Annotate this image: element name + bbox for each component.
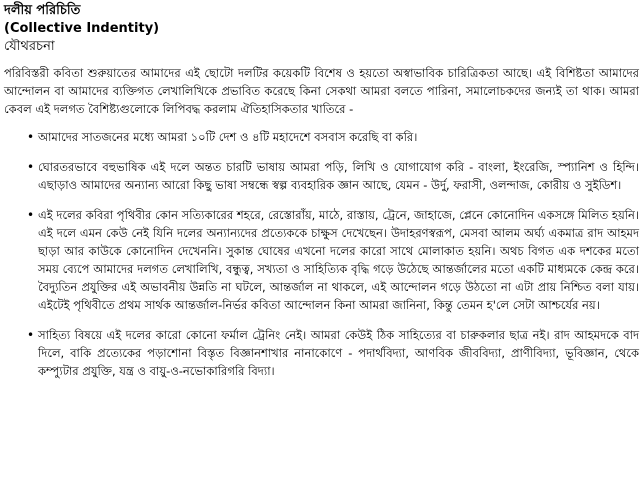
byline: যৌথরচনা <box>4 39 55 54</box>
bullet-icon: • <box>27 160 35 174</box>
bullet-list <box>4 128 639 380</box>
page-subtitle: (Collective Indentity) <box>4 21 160 36</box>
list-item-text: ঘোরতরভাবে বহুভাষিক এই দলে অন্তত চারটি ভাষায় আমরা পড়ি, লিখি ও যোগাযোগ করি - বাংলা, ইংরেজি, স্প্যানিশ ও হিন্দি। এছাড়াও আমাদের অন্যান্য আরো কিছু ভাষা সম্বন্ধে স্বল্প ব্যবহারিক জ্ঞান আছে, যেমন - উর্দু, ফরাসী, ওলন্দাজ, কোরীয় ও সুইডিশ। <box>38 160 639 192</box>
intro-paragraph: পরিবিস্তরী কবিতা শুরুয়াতের আমাদের এই ছোটো দলটির কয়েকটি বিশেষ ও হয়তো অস্বাভাবিক চারিত্রিকতা আছে। এই বিশিষ্টতা আমাদের আন্দোলন বা আমাদের ব্যক্তিগত লেখালিখিকে প্রভাবিত করেছে কিনা সেকথা আমরা বলতে পারিনা, সমালোচকদের জন্যই তা থাক। আমরা কেবল এই দলগত বৈশিষ্ট্যগুলোকে লিপিবদ্ধ করলাম ঐতিহাসিকতার খাতিরে - <box>4 66 639 116</box>
list-item-text: আমাদের সাতজনের মধ্যে আমরা ১০টি দেশ ও ৪টি মহাদেশে বসবাস করেছি বা করি। <box>38 130 418 144</box>
bullet-icon: • <box>27 130 35 144</box>
list-item-text: সাহিত্য বিষয়ে এই দলের কারো কোনো ফর্মাল ট্রেনিং নেই। আমরা কেউই ঠিক সাহিত্যের বা চারুকলার ছাত্র নই। রাদ আহমদকে বাদ দিলে, বাকি প্রত্যেকের পড়াশোনা বিস্তৃত বিজ্ঞানশাখার নানাকোণে - পদার্থবিদ্যা, আণবিক জীববিদ্যা, প্রাণীবিদ্যা, ভূবিজ্ঞান, থেকে কম্প্যুটার প্রযুক্তি, যন্ত্র ও বায়ু-ও-নভোকারিগরি বিদ্যা। <box>38 328 639 378</box>
bullet-icon: • <box>27 328 35 342</box>
list-item <box>4 128 639 146</box>
list-item <box>4 206 639 314</box>
page-title: দলীয় পরিচিতি <box>4 3 81 18</box>
list-item <box>4 158 639 194</box>
list-item <box>4 326 639 380</box>
bullet-icon: • <box>27 208 35 222</box>
list-item-text: এই দলের কবিরা পৃথিবীর কোন সত্যিকারের শহরে, রেস্তোরাঁয়, মাঠে, রাস্তায়, ট্রেনে, জাহাজে, প্লেনে কোনোদিন একসঙ্গে মিলিত হয়নি। এই দলে এমন কেউ নেই যিনি দলের অন্যান্যদের প্রত্যেককে চাক্ষুস দেখেছেন। উদাহরণস্বরূপ, মেসবা আলম অর্ঘ্য একমাত্র রাদ আহমদ ছাড়া আর কাউকে কোনোদিন দেখেননি। সুকান্ত ঘোষের এখনো দলের কারো সাথে মোলাকাত হয়নি। অথচ বিগত এক দশকের মতো সময় ব্যেপে আমাদের দলগত লেখালিখি, বন্ধুত্ব, সখ্যতা ও সাহিত্যিক বৃদ্ধি গড়ে উঠেছে আন্তর্জালের মতো একটি মাধ্যমকে কেন্দ্র করে। বৈদ্যুতিন প্রযুক্তির এই অভাবনীয় উন্নতি না ঘটলে, আন্তর্জাল না থাকলে, এই আন্দোলন গড়ে উঠতো না এটা প্রায় নিশ্চিত বলা যায়। এইটেই পৃথিবীতে প্রথম সার্থক আন্তর্জাল-নির্ভর কবিতা আন্দোলন কিনা আমরা জানিনা, কিন্তু তেমন হ'লে সেটা আশ্চর্যের নয়। <box>38 208 639 312</box>
